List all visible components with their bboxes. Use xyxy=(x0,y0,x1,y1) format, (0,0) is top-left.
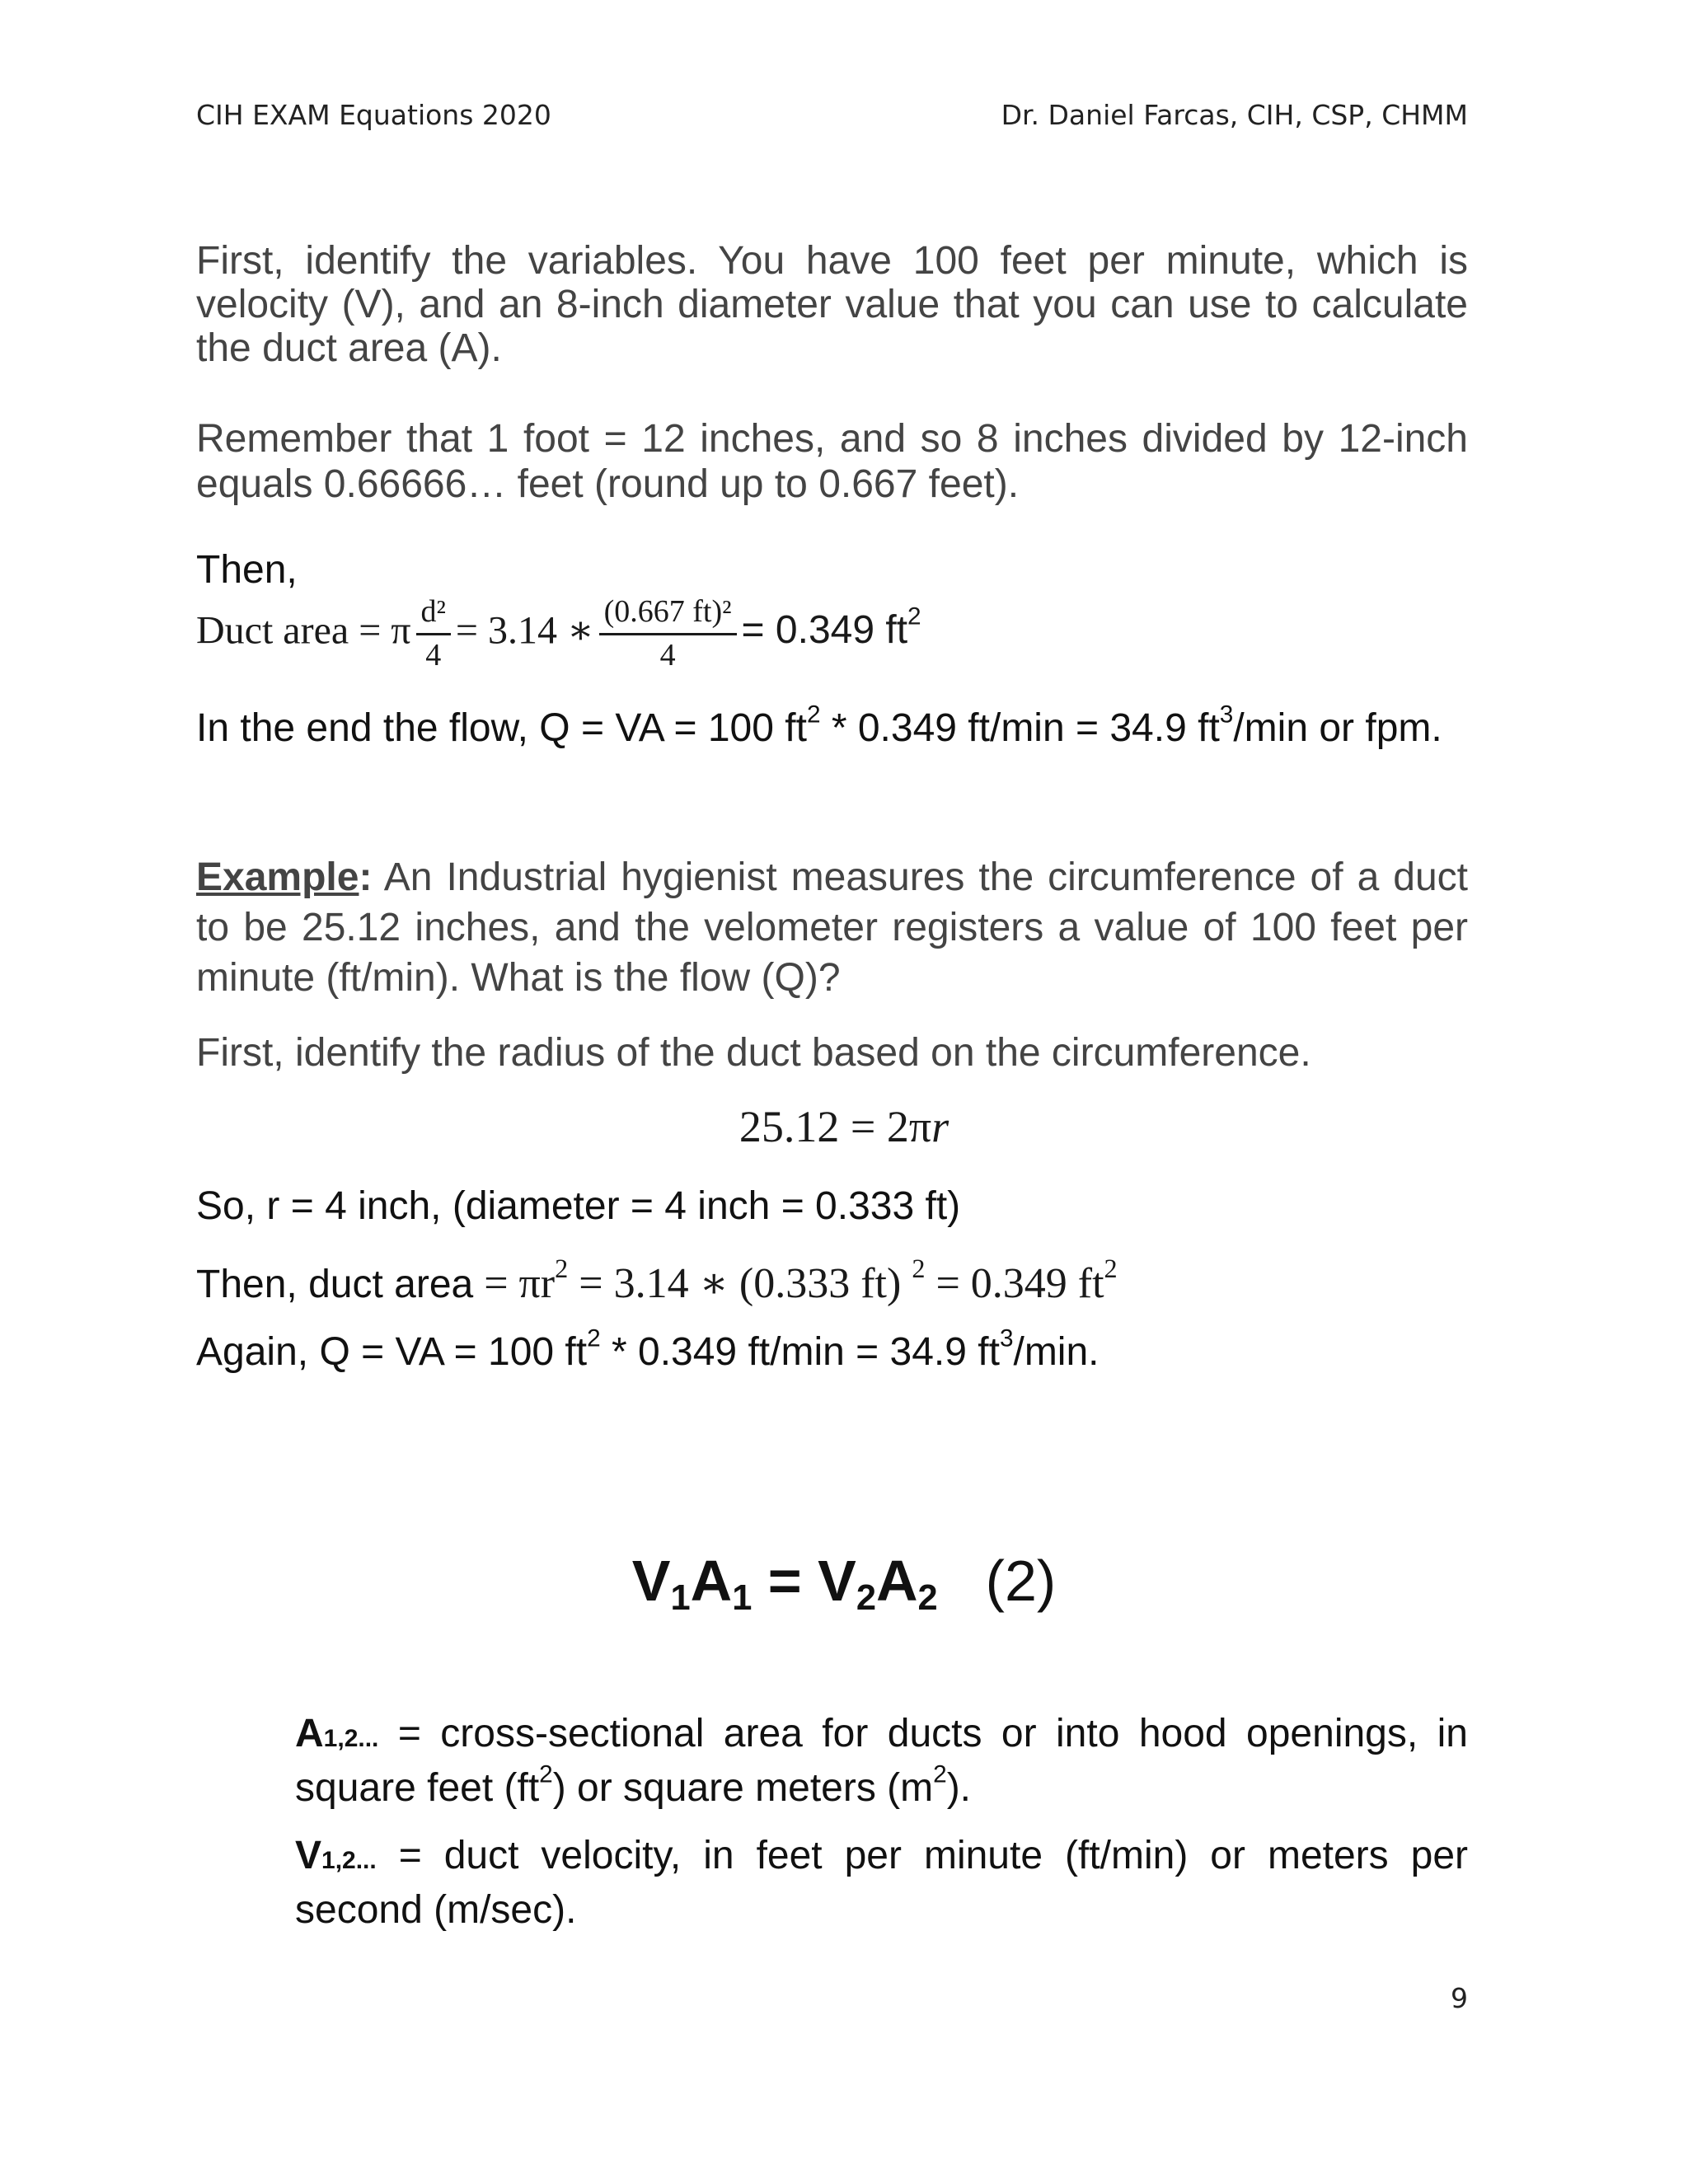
eq3-math-c: = 0.349 ft xyxy=(925,1260,1104,1307)
def-a-symbol: A xyxy=(295,1712,324,1755)
eq1-fraction-diameter xyxy=(599,595,737,673)
v1-sub: 1 xyxy=(670,1577,691,1618)
flow1-exp1: 2 xyxy=(806,701,821,729)
flow1-exp2: 3 xyxy=(1219,701,1234,729)
radius-instruction: First, identify the radius of the duct based on the circumference. xyxy=(196,1031,1311,1075)
header-right: Dr. Daniel Farcas, CIH, CSP, CHMM xyxy=(1001,99,1468,131)
a1-symbol: A xyxy=(690,1549,733,1613)
a2-symbol: A xyxy=(875,1549,918,1613)
circumference-equation xyxy=(0,1101,1688,1152)
eq2-lhs: 25.12 = 2π xyxy=(738,1102,932,1151)
continuity-equals: = xyxy=(752,1549,818,1613)
eq1-f1-numerator: d² xyxy=(416,595,451,635)
def-v-sub: 1,2... xyxy=(321,1847,377,1874)
def-a-sub: 1,2... xyxy=(323,1725,379,1752)
paragraph-unit-conversion: Remember that 1 foot = 12 inches, and so 8 inches divided by 12-inch equals 0.66666… feet (round up to 0.667 feet). xyxy=(196,417,1468,506)
flow1-post: /min or fpm. xyxy=(1233,706,1442,750)
again-pre: Again, Q = VA = 100 ft xyxy=(196,1330,588,1374)
eq1-f2-denominator: 4 xyxy=(659,637,676,673)
v2-sub: 2 xyxy=(856,1577,876,1618)
duct-area-equation xyxy=(196,595,921,673)
example-label: Example xyxy=(196,855,359,899)
eq1-f2-numerator: (0.667 ft)² xyxy=(599,595,737,635)
eq1-mid: = 3.14 ∗ xyxy=(455,608,594,653)
flow1-mid: * 0.349 ft/min = 34.9 ft xyxy=(820,706,1220,750)
eq3-exp-a: 2 xyxy=(555,1253,569,1283)
again-flow-line xyxy=(196,1324,1100,1376)
flow-result-line xyxy=(196,701,1442,752)
eq1-result xyxy=(741,603,921,653)
equation-number: (2) xyxy=(985,1549,1057,1613)
def-v-symbol: V xyxy=(295,1834,322,1877)
eq1-fraction-d2 xyxy=(416,595,451,673)
a1-sub: 1 xyxy=(732,1577,753,1618)
page-number: 9 xyxy=(1451,1982,1468,2014)
def-a-exp1: 2 xyxy=(539,1760,553,1788)
again-exp2: 3 xyxy=(999,1324,1014,1352)
eq1-rhs: = 0.349 ft xyxy=(741,608,908,653)
eq2-var: r xyxy=(931,1102,950,1151)
example-text: An Industrial hygienist measures the circumference of a duct to be 25.12 inches, and the velometer registers a value of 100 feet per minute (ft/min). What is the flow (Q)? xyxy=(196,855,1468,1000)
def-a-pre: = cross-sectional area for ducts or into hood openings, in square feet (ft xyxy=(295,1712,1468,1810)
again-post: /min. xyxy=(1013,1330,1100,1374)
eq1-f1-denominator: 4 xyxy=(425,637,442,673)
eq1-lhs: Duct area = π xyxy=(196,608,411,653)
again-exp1: 2 xyxy=(587,1324,601,1352)
eq1-rhs-exponent: 2 xyxy=(907,603,921,630)
definition-velocity xyxy=(295,1831,1468,1935)
paragraph-identify-variables: First, identify the variables. You have 100 feet per minute, which is velocity (V), and an 8-inch diameter value that you can use to calculate the duct area (A). xyxy=(196,239,1468,370)
def-a-post: ). xyxy=(946,1766,972,1810)
def-a-mid: ) or square meters (m xyxy=(552,1766,934,1810)
header-left: CIH EXAM Equations 2020 xyxy=(196,99,551,131)
radius-result-line: So, r = 4 inch, (diameter = 4 inch = 0.333 ft) xyxy=(196,1184,961,1228)
continuity-equation xyxy=(0,1548,1688,1618)
again-mid: * 0.349 ft/min = 34.9 ft xyxy=(600,1330,1000,1374)
v1-symbol: V xyxy=(631,1549,671,1613)
example-paragraph xyxy=(196,852,1468,1003)
def-v-text: = duct velocity, in feet per minute (ft/min) or meters per second (m/sec). xyxy=(295,1834,1468,1932)
v2-symbol: V xyxy=(818,1549,856,1613)
definition-area xyxy=(295,1709,1468,1813)
eq3-math-a: = πr xyxy=(473,1260,556,1307)
continuity-lhs xyxy=(631,1549,938,1618)
then-label: Then, xyxy=(196,548,298,592)
example-colon: : xyxy=(359,855,373,899)
eq3-exp-b: 2 xyxy=(912,1253,926,1283)
eq3-math-b: = 3.14 ∗ (0.333 ft) xyxy=(568,1260,912,1307)
def-a-exp2: 2 xyxy=(933,1760,947,1788)
eq3-math xyxy=(473,1253,1118,1307)
flow1-pre: In the end the flow, Q = VA = 100 ft xyxy=(196,706,807,750)
eq3-exp-c: 2 xyxy=(1104,1253,1118,1283)
duct-area-radius-equation xyxy=(196,1253,1118,1308)
eq3-text: Then, duct area xyxy=(196,1263,474,1306)
a2-sub: 2 xyxy=(917,1577,938,1618)
